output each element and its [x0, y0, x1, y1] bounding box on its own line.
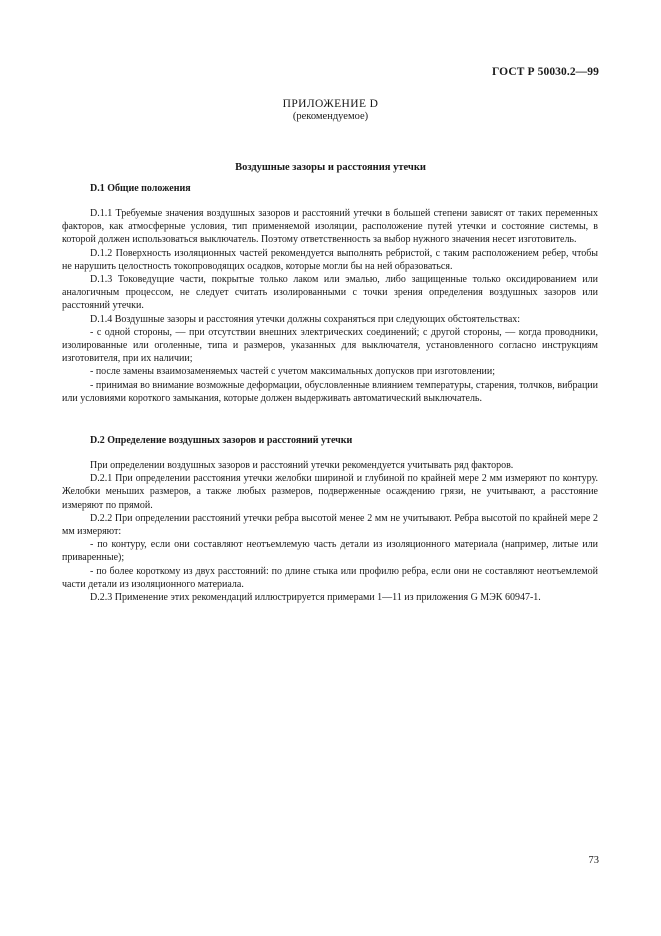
- section-title-d2: D.2 Определение воздушных зазоров и расстояний утечки: [90, 435, 353, 446]
- paragraph-d1-3: D.1.3 Токоведущие части, покрытые только лаком или эмалью, либо защищенные только оксидированием или аналогичным процессом, не следует считать изолированными с точки зрения определения воздушных зазоров или расстояний утечки.: [62, 274, 598, 312]
- section-d2: [62, 434, 598, 604]
- paragraph-d1-2: D.1.2 Поверхность изоляционных частей рекомендуется выполнять ребристой, с таким расположением ребер, чтобы не нарушить целостность токопроводящих осадков, которые могли бы на ней образоваться.: [62, 247, 598, 272]
- section-title-d1: D.1 Общие положения: [90, 183, 191, 194]
- list-item-d1-4-b: - после замены взаимозаменяемых частей с учетом максимальных допусков при изготовлении;: [90, 366, 496, 378]
- paragraph-d2-2: D.2.2 При определении расстояний утечки ребра высотой менее 2 мм не учитывают. Ребра высотой по крайней мере 2 мм измеряют:: [62, 512, 598, 538]
- paragraph-d1-1: D.1.1 Требуемые значения воздушных зазоров и расстояний утечки в большей степени зависят от таких переменных факторов, как атмосферные условия, тип применяемой изоляции, расположение путей утечки и состояние системы, в которой должен использоваться выключатель. Поэтому ответственность за выбор нужного значения несет изготовитель.: [62, 208, 598, 246]
- paragraph-d2-3: D.2.3 Применение этих рекомендаций иллюстрируется примерами 1—11 из приложения G МЭК 60947-1.: [90, 592, 541, 604]
- standard-number: ГОСТ Р 50030.2—99: [492, 66, 599, 78]
- list-item-d2-2-a: - по контуру, если они составляют неотъемлемую часть детали из изоляционного материала (например, литые или приваренные);: [62, 539, 598, 564]
- list-item-d1-4-c: - принимая во внимание возможные деформации, обусловленные влиянием температуры, старения, толчков, вибрации или условиями короткого замыкания, которые должен выдерживать автоматический выключатель.: [62, 379, 598, 404]
- annex-subtitle: (рекомендуемое): [292, 111, 369, 122]
- paragraph-d2-1: D.2.1 При определении расстояния утечки желобки шириной и глубиной по крайней мере 2 мм измеряют по контуру. Желобки меньших размеров, а также любых размеров, подверженные осаждению грязи, не учитывают, а расстояние измеряют по прямой.: [62, 473, 598, 511]
- list-item-d1-4-a: - с одной стороны, — при отсутствии внешних электрических соединений; с другой стороны, — когда проводники, изолированные или оголенные, типа и размеров, указанных для выключателя, установленного согласно инструкциям изготовителя, при их наличии;: [62, 326, 598, 365]
- annex-title: ПРИЛОЖЕНИЕ D: [282, 98, 379, 110]
- paragraph-d2-intro: При определении воздушных зазоров и расстояний утечки рекомендуется учитывать ряд факторов.: [90, 460, 514, 471]
- annex-heading: Воздушные зазоры и расстояния утечки: [235, 162, 426, 173]
- paragraph-d1-4: D.1.4 Воздушные зазоры и расстояния утечки должны сохраняться при следующих обстоятельствах:: [90, 313, 521, 325]
- page-number: 73: [588, 855, 599, 866]
- list-item-d2-2-b: - по более короткому из двух расстояний: по длине стыка или профилю ребра, если они не составляют неотъемлемой части детали из изоляционного материала.: [62, 565, 598, 590]
- section-d1: [62, 182, 598, 405]
